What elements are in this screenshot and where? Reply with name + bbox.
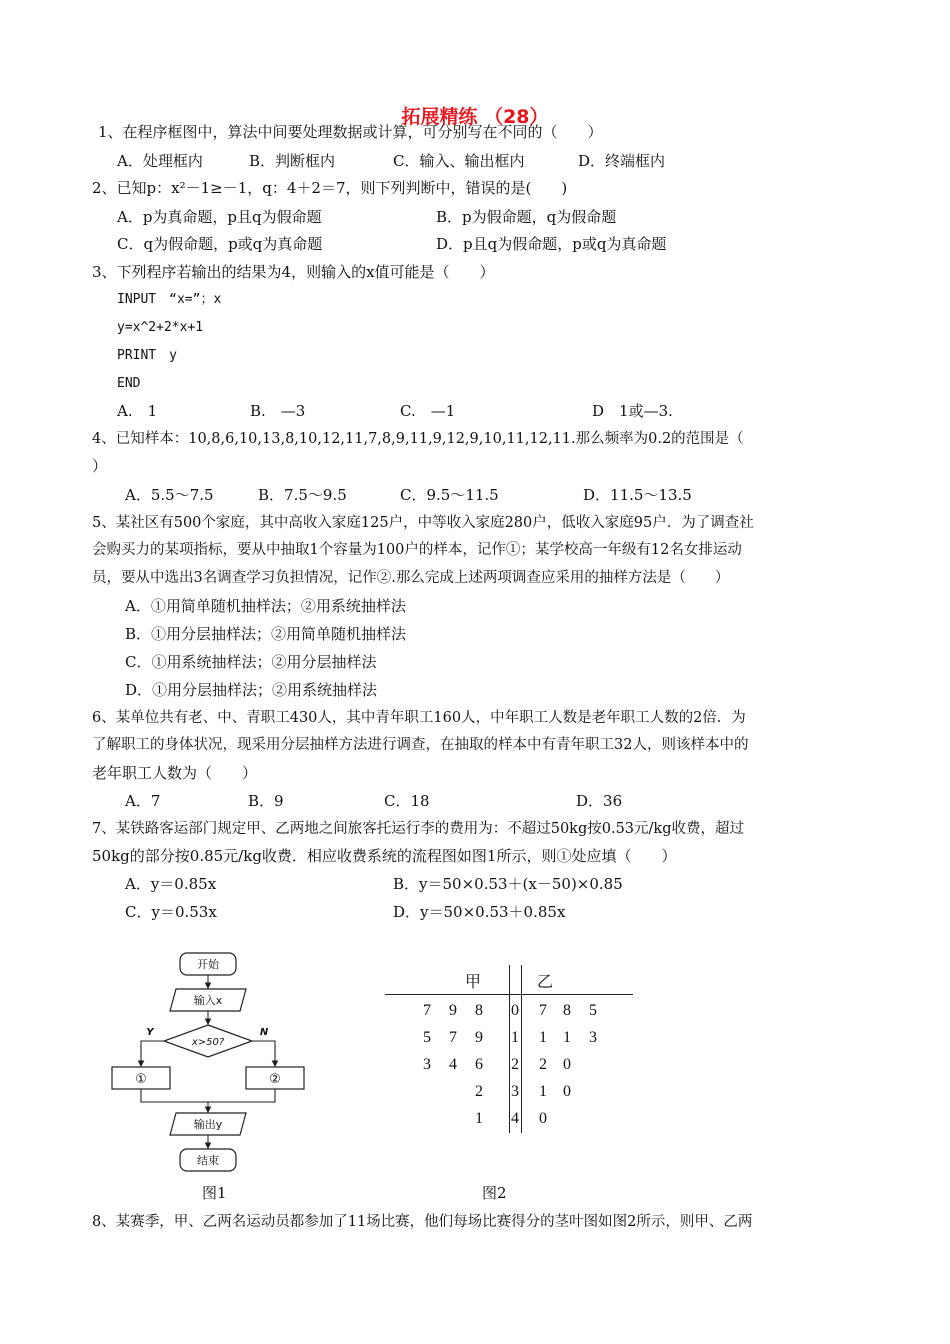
stem-leaf-right-leaf: 1: [563, 1029, 571, 1046]
q4-option-d: D．11.5～13.5: [583, 486, 692, 504]
q3-code-line-4: END: [117, 376, 141, 391]
flowchart-output-label: 输出y: [193, 1118, 223, 1131]
stem-leaf-left-leaf: 1: [475, 1110, 483, 1127]
page-title: 拓展精练 （28）: [401, 106, 549, 128]
flowchart-end-label: 结束: [197, 1154, 219, 1167]
q4-option-a: A．5.5～7.5: [125, 486, 214, 504]
stem-leaf-left-leaf: 9: [475, 1029, 483, 1046]
flowchart-input-label: 输入x: [193, 994, 223, 1007]
flowchart-box2-label: ②: [269, 1072, 281, 1087]
stem-leaf-stem: 0: [511, 1002, 519, 1019]
q2-option-a: A．p为真命题，p且q为假命题: [117, 208, 322, 226]
flowchart-yes-label: Y: [146, 1027, 154, 1038]
q3-code-line-2: y=x^2+2*x+1: [117, 320, 204, 335]
q7-option-a: A．y＝0.85x: [125, 875, 217, 893]
q1-option-a: A．处理框内: [117, 152, 203, 170]
stem-leaf-right-leaf: 1: [539, 1083, 547, 1100]
stem-leaf-right-leaf: 1: [539, 1029, 547, 1046]
q3-option-a: A. 1: [117, 402, 158, 420]
flowchart-no-label: N: [259, 1027, 269, 1038]
q3-option-d: D 1或—3.: [592, 402, 673, 420]
q1-option-d: D．终端框内: [578, 152, 666, 170]
stem-leaf-right-leaf: 0: [563, 1083, 571, 1100]
q5-option-c: C．①用系统抽样法；②用分层抽样法: [125, 653, 377, 671]
q5-line-1: 5、某社区有500个家庭，其中高收入家庭125户，中等收入家庭280户，低收入家庭95户．为了调查社: [92, 515, 754, 531]
stem-leaf-left-leaf: 5: [423, 1029, 431, 1046]
q5-line-2: 会购买力的某项指标，要从中抽取1个容量为100户的样本，记作①；某学校高一年级有12名女排运动: [92, 542, 742, 558]
q5-option-d: D．①用分层抽样法；②用系统抽样法: [125, 681, 378, 699]
q7-option-c: C．y＝0.53x: [125, 903, 217, 921]
flowchart-figure: [100, 945, 320, 1180]
stem-leaf-right-leaf: 2: [539, 1056, 547, 1073]
stem-leaf-left-leaf: 8: [475, 1002, 483, 1019]
stem-leaf-head-left: 甲: [465, 974, 482, 991]
q3-code-line-1: INPUT “x=”；x: [117, 292, 222, 307]
q4-option-c: C．9.5～11.5: [400, 486, 499, 504]
q5-line-3: 员，要从中选出3名调查学习负担情况，记作②.那么完成上述两项调查应采用的抽样方法是（ ）: [92, 570, 730, 586]
q6-line-2: 了解职工的身体状况，现采用分层抽样方法进行调查，在抽取的样本中有青年职工32人，则该样本中的: [92, 737, 749, 753]
q2-option-b: B．p为假命题，q为假命题: [436, 208, 617, 226]
q4-option-b: B．7.5～9.5: [258, 486, 347, 504]
q3-option-c: C. —1: [400, 402, 456, 420]
stem-leaf-stem: 1: [511, 1029, 519, 1046]
flowchart-decision-label: x>50?: [191, 1037, 225, 1048]
q6-option-a: A．7: [125, 792, 161, 810]
stem-leaf-right-leaf: 8: [563, 1002, 571, 1019]
q1-option-c: C．输入、输出框内: [393, 152, 525, 170]
stem-leaf-stem: 4: [511, 1110, 519, 1127]
q6-line-3: 老年职工人数为（ ）: [92, 764, 258, 782]
stem-leaf-right-leaf: 5: [589, 1002, 597, 1019]
q6-option-b: B．9: [248, 792, 284, 810]
stem-leaf-left-leaf: 9: [449, 1002, 457, 1019]
q2-option-c: C．q为假命题，p或q为真命题: [117, 235, 323, 253]
stem-leaf-head-right: 乙: [537, 974, 554, 991]
stem-leaf-stem-rule-right: [521, 965, 522, 1133]
stem-leaf-left-leaf: 7: [423, 1002, 431, 1019]
q5-option-a: A．①用简单随机抽样法；②用系统抽样法: [125, 597, 406, 615]
flowchart-start-label: 开始: [197, 958, 219, 971]
q4-stem-line-2: ）: [92, 457, 108, 475]
q7-option-d: D．y＝50×0.53＋0.85x: [393, 903, 566, 921]
q3-stem: 3、下列程序若输出的结果为4，则输入的x值可能是（ ）: [92, 263, 495, 281]
q5-option-b: B．①用分层抽样法；②用简单随机抽样法: [125, 625, 407, 643]
stem-leaf-stem-rule-left: [509, 965, 510, 1133]
q7-line-1: 7、某铁路客运部门规定甲、乙两地之间旅客托运行李的费用为：不超过50kg按0.53元/kg收费，超过: [92, 821, 744, 837]
flowchart-box1-label: ①: [135, 1072, 147, 1087]
stem-leaf-left-leaf: 3: [423, 1056, 431, 1073]
q8-stem: 8、某赛季，甲、乙两名运动员都参加了11场比赛，他们每场比赛得分的茎叶图如图2所示，则甲、乙两: [92, 1214, 753, 1230]
stem-leaf-figure: [385, 965, 635, 1135]
q6-option-c: C．18: [384, 792, 430, 810]
stem-leaf-right-leaf: 0: [563, 1056, 571, 1073]
q4-stem-line-1: 4、已知样本：10,8,6,10,13,8,10,12,11,7,8,9,11,9,12,9,10,11,12,11.那么频率为0.2的范围是（: [92, 431, 744, 447]
q2-stem: 2、已知p：x²－1≥－1，q：4＋2＝7，则下列判断中，错误的是( ): [92, 179, 568, 197]
q7-line-2: 50kg的部分按0.85元/kg收费．相应收费系统的流程图如图1所示，则①处应填（ ）: [92, 847, 677, 865]
q6-option-d: D．36: [576, 792, 623, 810]
q6-line-1: 6、某单位共有老、中、青职工430人，其中青年职工160人，中年职工人数是老年职工人数的2倍．为: [92, 710, 746, 726]
stem-leaf-stem: 2: [511, 1056, 519, 1073]
stem-leaf-stem: 3: [511, 1083, 519, 1100]
q3-option-b: B. —3: [250, 402, 306, 420]
stem-leaf-right-leaf: 0: [539, 1110, 547, 1127]
q1-option-b: B．判断框内: [249, 152, 336, 170]
q2-option-d: D．p且q为假命题，p或q为真命题: [436, 235, 667, 253]
q1-stem: 1、在程序框图中，算法中间要处理数据或计算，可分别写在不同的（ ）: [98, 123, 603, 141]
stem-leaf-left-leaf: 4: [449, 1056, 457, 1073]
q7-option-b: B．y＝50×0.53＋(x－50)×0.85: [393, 875, 623, 893]
figure-2-caption: 图2: [482, 1184, 507, 1202]
stem-leaf-right-leaf: 7: [539, 1002, 547, 1019]
figure-1-caption: 图1: [202, 1184, 227, 1202]
stem-leaf-left-leaf: 7: [449, 1029, 457, 1046]
stem-leaf-right-leaf: 3: [589, 1029, 597, 1046]
q3-code-line-3: PRINT y: [117, 348, 177, 363]
stem-leaf-left-leaf: 2: [475, 1083, 483, 1100]
stem-leaf-left-leaf: 6: [475, 1056, 483, 1073]
